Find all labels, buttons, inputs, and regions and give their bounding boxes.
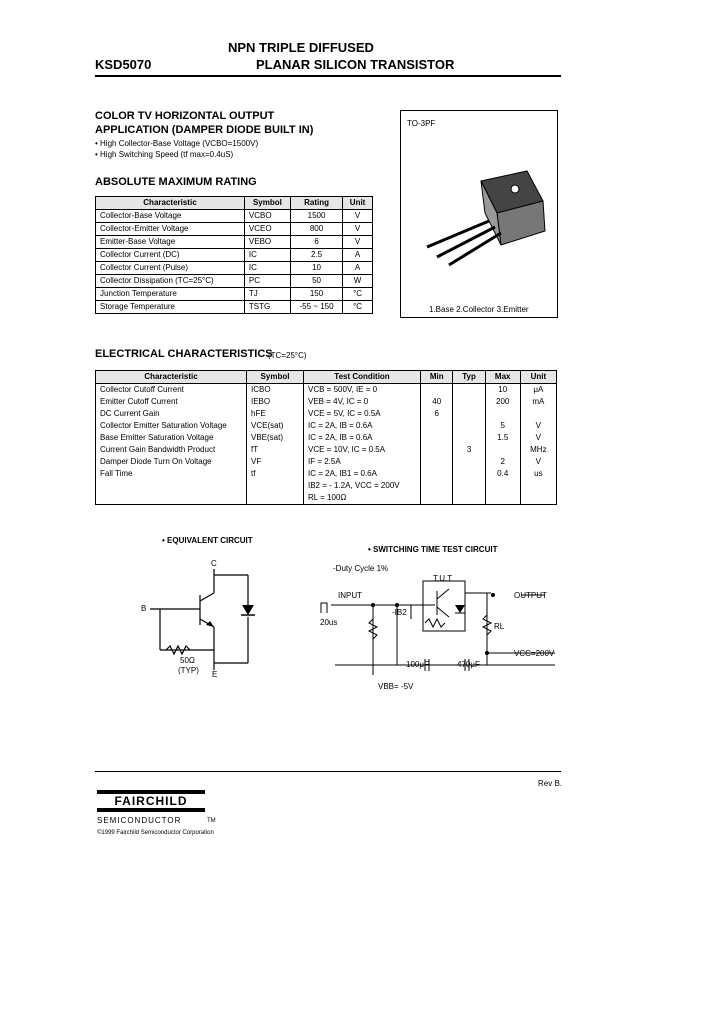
cell	[453, 408, 485, 420]
vbb-label: VBB= -5V	[378, 682, 414, 691]
table-row	[96, 408, 557, 420]
table-row	[96, 492, 557, 505]
cell: 40	[421, 396, 453, 408]
cell: Current Gain Bandwidth Product	[96, 444, 247, 456]
cell	[247, 492, 304, 505]
cell: Collector Current (Pulse)	[96, 262, 245, 275]
ib2-label: -IB2	[392, 608, 407, 617]
cell	[453, 420, 485, 432]
cell: V	[343, 210, 373, 223]
cell: 5	[485, 420, 520, 432]
col-header: Characteristic	[96, 371, 247, 384]
table-row	[96, 444, 557, 456]
cell: Collector Current (DC)	[96, 249, 245, 262]
cell: V	[520, 420, 556, 432]
package-box	[400, 110, 558, 318]
application-title-2: APPLICATION (DAMPER DIODE BUILT IN)	[95, 124, 314, 136]
cell	[421, 420, 453, 432]
cell: 150	[290, 288, 342, 301]
cell: 2.5	[290, 249, 342, 262]
cell: VEBO	[244, 236, 290, 249]
cell: DC Current Gain	[96, 408, 247, 420]
cell: V	[343, 236, 373, 249]
elec-condition: (TC=25°C)	[268, 351, 307, 360]
cell	[485, 444, 520, 456]
cell: IEBO	[247, 396, 304, 408]
cell: 1500	[290, 210, 342, 223]
header-rule	[95, 75, 561, 77]
elec-title: ELECTRICAL CHARACTERISTICS	[95, 348, 273, 360]
table-row	[96, 384, 557, 397]
switch-title: • SWITCHING TIME TEST CIRCUIT	[368, 545, 498, 554]
cell: IB2 = - 1.2A, VCC = 200V	[304, 480, 421, 492]
cell: 1.5	[485, 432, 520, 444]
cell: TJ	[244, 288, 290, 301]
equiv-typ-label: (TYP)	[178, 666, 199, 675]
cell: Damper Diode Turn On Voltage	[96, 456, 247, 468]
table-row	[96, 236, 373, 249]
cell: hFE	[247, 408, 304, 420]
cell	[453, 396, 485, 408]
pulse-width-label: 20us	[320, 618, 338, 627]
table-row	[96, 396, 557, 408]
cell: μA	[520, 384, 556, 397]
cell: VCEO	[244, 223, 290, 236]
cell	[421, 384, 453, 397]
table-row	[96, 480, 557, 492]
cell: 0.4	[485, 468, 520, 480]
cell	[453, 468, 485, 480]
cell: Collector Emitter Saturation Voltage	[96, 420, 247, 432]
cell	[520, 408, 556, 420]
equiv-e-label: E	[212, 670, 218, 679]
cell: 6	[290, 236, 342, 249]
title-line2: PLANAR SILICON TRANSISTOR	[256, 57, 455, 72]
cell	[453, 384, 485, 397]
cell: IC	[244, 249, 290, 262]
abs-max-title: ABSOLUTE MAXIMUM RATING	[95, 176, 257, 188]
cell: Fall Time	[96, 468, 247, 480]
cell	[96, 492, 247, 505]
cell: 6	[421, 408, 453, 420]
col-header: Unit	[343, 197, 373, 210]
pin-legend: 1.Base 2.Collector 3.Emitter	[429, 305, 529, 314]
table-header-row	[96, 371, 557, 384]
cell: mA	[520, 396, 556, 408]
fairchild-logo: FAIRCHILD	[97, 790, 205, 812]
cell: Collector Dissipation (TC=25°C)	[96, 275, 245, 288]
duty-cycle: -Duty Cycle 1%	[333, 564, 389, 573]
col-header: Symbol	[244, 197, 290, 210]
cell: 50	[290, 275, 342, 288]
cell: MHz	[520, 444, 556, 456]
cell: A	[343, 249, 373, 262]
cell: VBE(sat)	[247, 432, 304, 444]
application-title-1: COLOR TV HORIZONTAL OUTPUT	[95, 110, 275, 122]
table-row	[96, 420, 557, 432]
table-row	[96, 288, 373, 301]
cell	[453, 432, 485, 444]
cell	[520, 492, 556, 505]
table-row	[96, 262, 373, 275]
cell: IC = 2A, IB = 0.6A	[304, 420, 421, 432]
title-line1: NPN TRIPLE DIFFUSED	[228, 40, 374, 55]
cell: Junction Temperature	[96, 288, 245, 301]
cell: °C	[343, 288, 373, 301]
table-header-row	[96, 197, 373, 210]
c1-label: 100μF	[406, 660, 429, 669]
cell: tf	[247, 468, 304, 480]
dut-label: T.U.T	[433, 574, 453, 583]
rl-label: RL	[494, 622, 505, 631]
cell: Collector-Base Voltage	[96, 210, 245, 223]
logo-subtitle: SEMICONDUCTOR	[97, 816, 182, 825]
table-row	[96, 301, 373, 314]
col-header: Symbol	[247, 371, 304, 384]
cell: ICBO	[247, 384, 304, 397]
cell: IC = 2A, IB1 = 0.6A	[304, 468, 421, 480]
cell: PC	[244, 275, 290, 288]
cell	[421, 468, 453, 480]
table-row	[96, 223, 373, 236]
cell: -55 ~ 150	[290, 301, 342, 314]
elec-table	[95, 370, 557, 505]
cell	[485, 492, 520, 505]
cell: TSTG	[244, 301, 290, 314]
cell: V	[343, 223, 373, 236]
cell: VCB = 500V, IE = 0	[304, 384, 421, 397]
cell: VEB = 4V, IC = 0	[304, 396, 421, 408]
cell: 800	[290, 223, 342, 236]
col-header: Unit	[520, 371, 556, 384]
col-header: Test Condition	[304, 371, 421, 384]
table-row	[96, 249, 373, 262]
table-row	[96, 275, 373, 288]
cell: IC = 2A, IB = 0.6A	[304, 432, 421, 444]
revision: Rev B.	[538, 779, 563, 788]
cell: Collector Cutoff Current	[96, 384, 247, 397]
footer-rule	[95, 771, 561, 772]
cell: V	[520, 432, 556, 444]
cell	[421, 432, 453, 444]
abs-max-table	[95, 196, 373, 314]
cell: 2	[485, 456, 520, 468]
cell: VCE(sat)	[247, 420, 304, 432]
bullet-1: • High Collector-Base Voltage (VCBO=1500V)	[95, 139, 259, 148]
cell: 3	[453, 444, 485, 456]
input-label: INPUT	[338, 591, 362, 600]
cell	[485, 408, 520, 420]
equiv-title: • EQUIVALENT CIRCUIT	[162, 536, 253, 545]
col-header: Min	[421, 371, 453, 384]
cell	[247, 480, 304, 492]
table-row	[96, 456, 557, 468]
cell: RL = 100Ω	[304, 492, 421, 505]
cell	[96, 480, 247, 492]
cell: °C	[343, 301, 373, 314]
cell	[421, 444, 453, 456]
cell: 10	[485, 384, 520, 397]
cell: VF	[247, 456, 304, 468]
table-row	[96, 432, 557, 444]
table-row	[96, 210, 373, 223]
cell: VCE = 5V, IC = 0.5A	[304, 408, 421, 420]
cell: IF = 2.5A	[304, 456, 421, 468]
table-row	[96, 468, 557, 480]
cell: V	[520, 456, 556, 468]
cell: VCE = 10V, IC = 0.5A	[304, 444, 421, 456]
equiv-r-label: 50Ω	[180, 656, 195, 665]
col-header: Max	[485, 371, 520, 384]
cell	[453, 492, 485, 505]
output-label: OUTPUT	[514, 591, 547, 600]
copyright: ©1999 Fairchild Semiconductor Corporation	[97, 830, 214, 836]
cell: Base Emitter Saturation Voltage	[96, 432, 247, 444]
c2-label: 470μF	[457, 660, 480, 669]
cell: fT	[247, 444, 304, 456]
trademark: TM	[207, 818, 216, 824]
col-header: Characteristic	[96, 197, 245, 210]
equivalent-circuit-diagram	[130, 555, 270, 680]
cell	[421, 480, 453, 492]
equiv-c-label: C	[211, 559, 217, 568]
cell: Collector-Emitter Voltage	[96, 223, 245, 236]
cell	[453, 456, 485, 468]
cell: W	[343, 275, 373, 288]
transistor-package-icon	[419, 161, 549, 271]
cell: A	[343, 262, 373, 275]
equiv-b-label: B	[141, 604, 147, 613]
cell: IC	[244, 262, 290, 275]
part-number: KSD5070	[95, 57, 152, 72]
cell: 200	[485, 396, 520, 408]
vcc-label: VCC=200V	[514, 649, 555, 658]
cell	[520, 480, 556, 492]
cell	[421, 492, 453, 505]
cell	[485, 480, 520, 492]
cell: 10	[290, 262, 342, 275]
cell	[421, 456, 453, 468]
cell: us	[520, 468, 556, 480]
cell	[453, 480, 485, 492]
col-header: Typ	[453, 371, 485, 384]
cell: Emitter-Base Voltage	[96, 236, 245, 249]
cell: Emitter Cutoff Current	[96, 396, 247, 408]
cell: Storage Temperature	[96, 301, 245, 314]
cell: VCBO	[244, 210, 290, 223]
package-name: TO-3PF	[407, 119, 436, 128]
col-header: Rating	[290, 197, 342, 210]
bullet-2: • High Switching Speed (tf max=0.4uS)	[95, 150, 234, 159]
